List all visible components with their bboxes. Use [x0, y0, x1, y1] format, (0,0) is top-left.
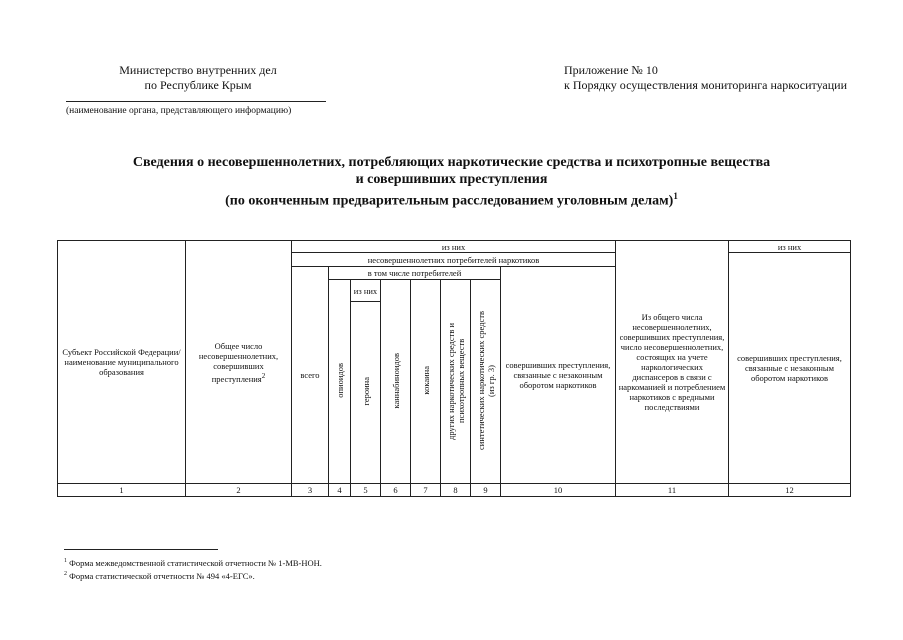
heroin-header: [351, 302, 381, 484]
col-number-7: 7: [411, 484, 441, 497]
org-name-line1: Министерство внутренних дел: [119, 63, 277, 77]
footnote-2-text: Форма статистической отчетности № 494 «4-ЕГС».: [69, 571, 255, 581]
iz-nih-top-header: из них: [292, 241, 616, 253]
synthetic-header: [471, 280, 501, 484]
cannabinoids-header: [381, 280, 411, 484]
col11-header: Из общего числа несовершеннолетних, совершивших преступления, число несовершеннолетних, состоящих на учете наркологических диспансеров в связи с наркоманией и потреблением наркотиков с вредными последствиями: [616, 241, 729, 484]
col-number-1: 1: [58, 484, 186, 497]
col-number-10: 10: [501, 484, 616, 497]
document-title-line2: и совершивших преступления: [355, 172, 548, 187]
appendix-number: Приложение № 10: [564, 63, 658, 77]
col-number-6: 6: [381, 484, 411, 497]
appendix-reference: к Порядку осуществления мониторинга наркоситуации: [564, 78, 848, 92]
opioids-label: опиоидов: [334, 363, 345, 398]
col-number-4: 4: [329, 484, 351, 497]
vsego-header: всего: [292, 267, 329, 484]
org-name-caption: (наименование органа, представляющего информацию): [66, 106, 292, 116]
col2-header-text: Общее число несовершеннолетних, совершивших преступления: [198, 340, 279, 384]
col-number-8: 8: [441, 484, 471, 497]
cannabinoids-label: каннабиноидов: [390, 352, 401, 409]
iz-nih-small-header: из них: [351, 280, 381, 302]
document-title-line3-text: (по оконченным предварительным расследованием уголовным делам): [225, 193, 674, 209]
col12-header: совершивших преступления, связанные с незаконным оборотом наркотиков: [729, 253, 851, 484]
footnote-rule: [64, 549, 218, 550]
cocaine-header: [411, 280, 441, 484]
cocaine-label: кокаина: [420, 366, 431, 395]
col-number-9: 9: [471, 484, 501, 497]
col-number-12: 12: [729, 484, 851, 497]
col2-footnote-mark: 2: [261, 371, 266, 380]
footnote-2: [64, 571, 255, 581]
iz-nih-right-header: из них: [729, 241, 851, 253]
document-title-line1: Сведения о несовершеннолетних, потребляющих наркотические средства и психотропные вещества: [132, 155, 771, 170]
synthetic-label: синтетических наркотических средств (из гр. 3): [475, 311, 496, 450]
other-drugs-label: других наркотических средств и психотропных веществ: [445, 321, 466, 440]
col-number-5: 5: [351, 484, 381, 497]
col2-header: [186, 241, 292, 484]
footnote-1: [64, 558, 322, 568]
footnote-1-text: Форма межведомственной статистической отчетности № 1-МВ-НОН.: [69, 558, 322, 568]
incl-consumers-header: в том числе потребителей: [329, 267, 501, 280]
consumers-header: несовершеннолетних потребителей наркотиков: [292, 253, 616, 267]
col-number-3: 3: [292, 484, 329, 497]
footnote-2-mark: 2: [64, 571, 67, 578]
footnote-1-mark: 1: [64, 558, 67, 565]
col-number-11: 11: [616, 484, 729, 497]
other-drugs-header: [441, 280, 471, 484]
org-name-line2: по Республике Крым: [144, 78, 252, 92]
data-table: [57, 240, 851, 497]
title-footnote-mark: 1: [673, 191, 678, 201]
col1-header: Субъект Российской Федерации/ наименование муниципального образования: [58, 241, 186, 484]
org-name-rule: [66, 101, 326, 102]
heroin-label: героина: [360, 377, 371, 406]
col-number-2: 2: [186, 484, 292, 497]
document-title-line3: [0, 188, 903, 210]
opioids-header: [329, 280, 351, 484]
col10-header: совершивших преступления, связанные с незаконным оборотом наркотиков: [501, 267, 616, 484]
